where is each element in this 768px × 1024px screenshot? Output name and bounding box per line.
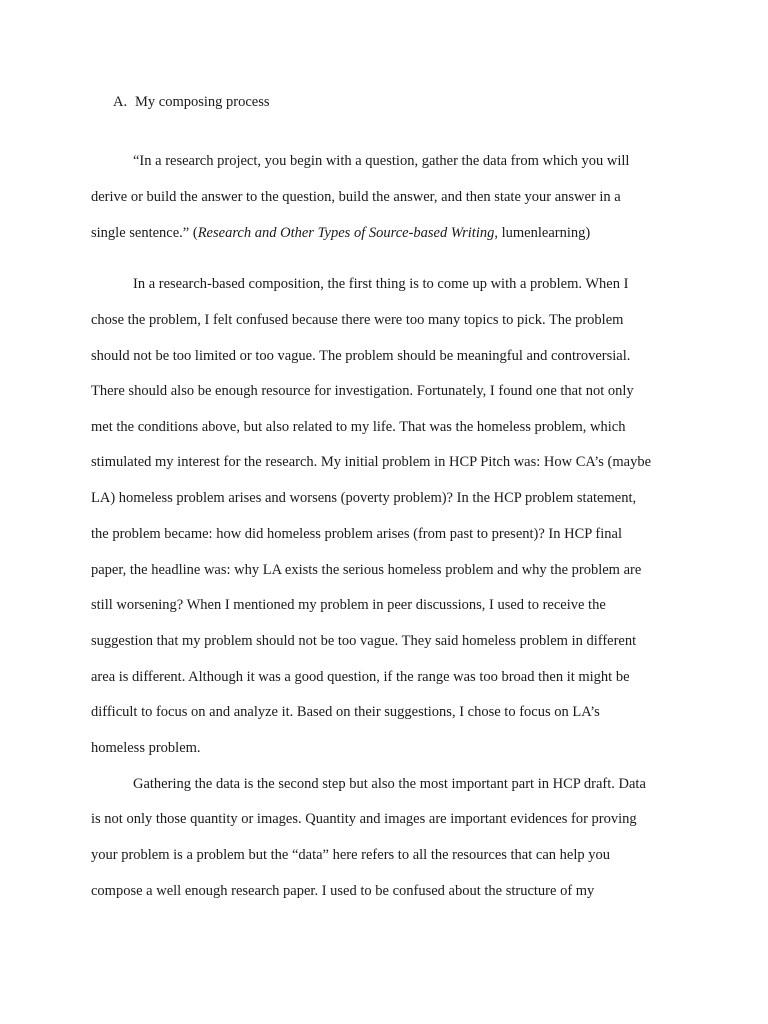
body-line: paper, the headline was: why LA exists the serious homeless problem and why the problem are <box>91 562 642 578</box>
section-heading <box>113 92 270 112</box>
body-line: There should also be enough resource for investigation. Fortunately, I found one that not only <box>91 383 634 399</box>
body-line: still worsening? When I mentioned my problem in peer discussions, I used to receive the <box>91 597 606 613</box>
body-line: homeless problem. <box>91 740 201 756</box>
body-line: compose a well enough research paper. I used to be confused about the structure of my <box>91 883 595 899</box>
body-line: chose the problem, I felt confused because there were too many topics to pick. The problem <box>91 312 624 328</box>
source-title: Research and Other Types of Source-based Writing <box>197 225 495 241</box>
body-line: the problem became: how did homeless problem arises (from past to present)? In HCP final <box>91 526 622 542</box>
quote-line-suffix: , lumenlearning) <box>494 225 591 241</box>
quote-line: derive or build the answer to the question, build the answer, and then state your answer in a <box>91 189 621 205</box>
body-line: suggestion that my problem should not be too vague. They said homeless problem in different <box>91 633 637 649</box>
quote-line-prefix: single sentence.” ( <box>91 225 198 241</box>
body-line: In a research-based composition, the first thing is to come up with a problem. When I <box>133 276 629 292</box>
body-line: Gathering the data is the second step but also the most important part in HCP draft. Data <box>133 776 646 792</box>
section-title: My composing process <box>135 94 270 110</box>
body-line: is not only those quantity or images. Quantity and images are important evidences for proving <box>91 811 637 827</box>
body-line: LA) homeless problem arises and worsens (poverty problem)? In the HCP problem statement, <box>91 490 637 506</box>
body-line: difficult to focus on and analyze it. Based on their suggestions, I chose to focus on LA’s <box>91 704 600 720</box>
body-line: stimulated my interest for the research. My initial problem in HCP Pitch was: How CA’s (maybe <box>91 454 652 470</box>
body-line: your problem is a problem but the “data” here refers to all the resources that can help you <box>91 847 610 863</box>
body-line: should not be too limited or too vague. The problem should be meaningful and controversial. <box>91 348 631 364</box>
quote-line: “In a research project, you begin with a question, gather the data from which you will <box>133 153 630 169</box>
body-line: met the conditions above, but also related to my life. That was the homeless problem, which <box>91 419 626 435</box>
quote-citation-line <box>91 223 590 243</box>
section-marker: A. <box>113 94 128 110</box>
body-line: area is different. Although it was a good question, if the range was too broad then it might be <box>91 669 630 685</box>
